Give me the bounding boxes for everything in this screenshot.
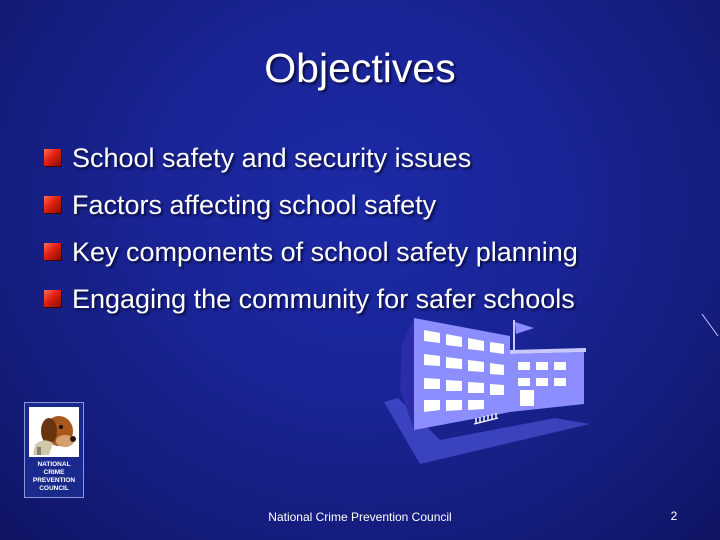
bullet-list — [44, 134, 578, 322]
bullet-text: Engaging the community for safer schools — [72, 283, 575, 314]
decorative-line — [700, 312, 720, 342]
dog-detective-icon — [29, 407, 79, 457]
bullet-square-icon — [44, 290, 61, 307]
bullet-square-icon — [44, 149, 61, 166]
logo-line: CRIME — [43, 469, 65, 476]
logo-line: PREVENTION — [32, 477, 76, 484]
bullet-item — [44, 134, 578, 181]
bullet-item — [44, 181, 578, 228]
bullet-text: Key components of school safety planning — [72, 236, 578, 267]
slide-title: Objectives — [264, 45, 456, 91]
logo-text — [25, 461, 83, 493]
bullet-text: School safety and security issues — [72, 142, 472, 173]
bullet-text: Factors affecting school safety — [72, 189, 437, 220]
logo-line: COUNCIL — [39, 485, 69, 492]
bullet-item — [44, 228, 578, 275]
bullet-square-icon — [44, 243, 61, 260]
ncpc-logo — [24, 402, 84, 498]
slide-footer: National Crime Prevention Council — [268, 510, 452, 524]
page-number: 2 — [670, 509, 678, 523]
bullet-square-icon — [44, 196, 61, 213]
school-building-icon — [380, 314, 610, 464]
logo-line: NATIONAL — [37, 461, 71, 468]
